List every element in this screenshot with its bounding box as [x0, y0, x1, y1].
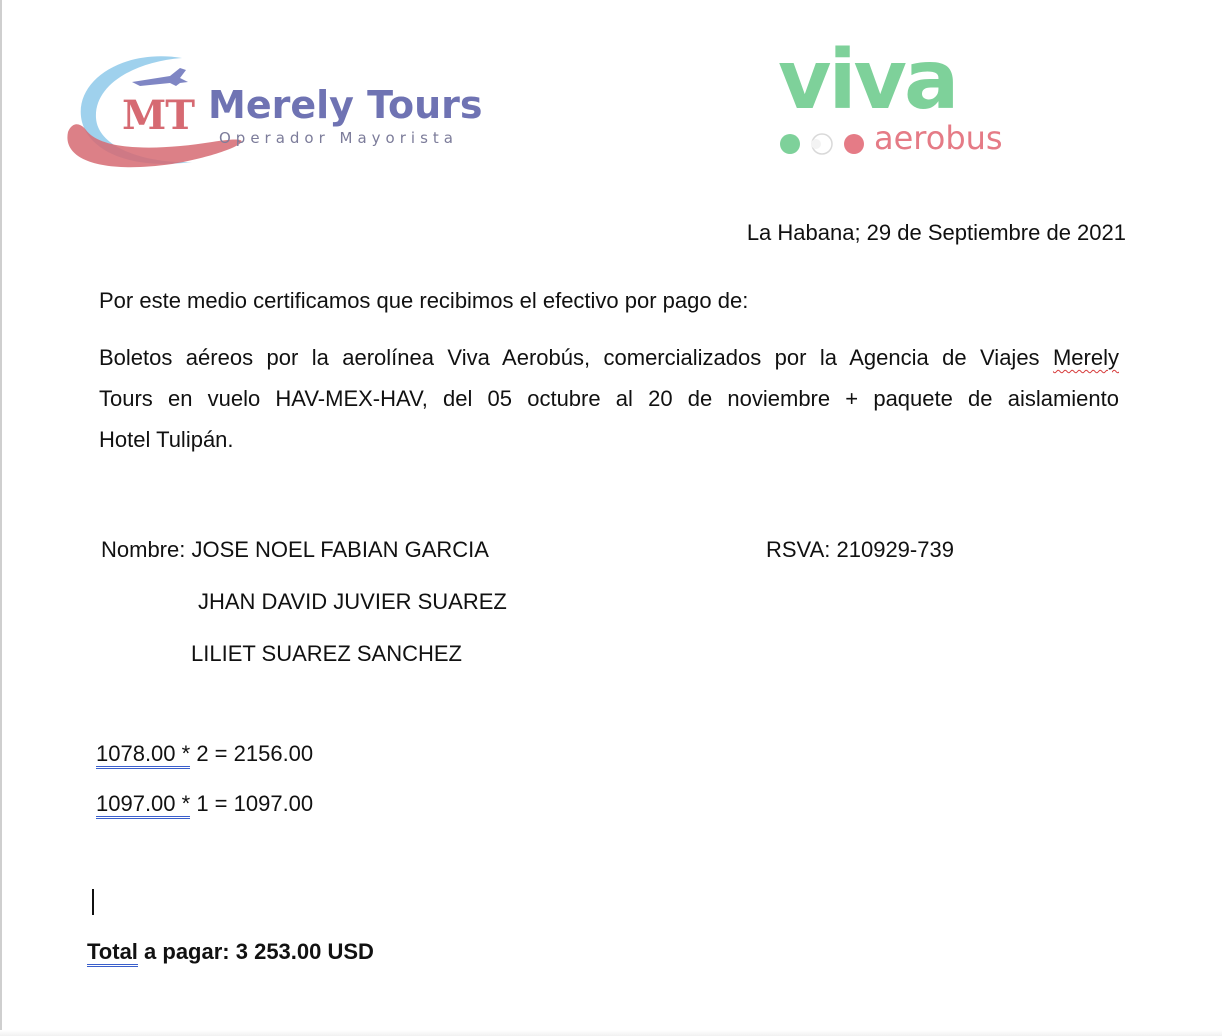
grammar-flagged-word[interactable]: Total: [87, 939, 138, 967]
calculation-result: 1 = 1097.00: [190, 791, 314, 816]
page-bottom-shadow: [0, 1030, 1222, 1036]
page-left-edge: [0, 0, 2, 1036]
spellcheck-flagged-word[interactable]: Merely: [1052, 345, 1119, 370]
intro-sentence: Por este medio certificamos que recibimos el efectivo por pago de:: [99, 288, 749, 313]
passenger-name-1: Nombre: JOSE NOEL FABIAN GARCIA: [101, 537, 489, 562]
total-amount-text: a pagar: 3 253.00 USD: [137, 939, 374, 964]
text-cursor: [92, 889, 94, 915]
description-paragraph: [99, 337, 1119, 460]
grammar-flagged-text[interactable]: 1097.00 *: [96, 791, 190, 819]
aerobus-wordmark: aerobus: [874, 119, 1003, 157]
document-date: La Habana; 29 de Septiembre de 2021: [746, 220, 1126, 245]
price-calculation-1: [96, 743, 313, 765]
grammar-flagged-text[interactable]: 1078.00 *: [96, 741, 190, 769]
merely-tours-logo: [62, 52, 482, 172]
viva-wordmark: viva: [778, 33, 957, 128]
passenger-name-3: LILIET SUAREZ SANCHEZ: [191, 641, 462, 666]
merely-monogram: MT: [122, 92, 195, 139]
paragraph-line-2: Tours en vuelo HAV-MEX-HAV, del 05 octubre al 20 de noviembre + paquete de aislamiento: [99, 386, 1119, 411]
paragraph-line-3: Hotel Tulipán.: [99, 427, 234, 452]
paragraph-line-1: [99, 337, 1119, 378]
merely-brand-subtitle: Operador Mayorista: [219, 129, 458, 147]
total-amount: [87, 941, 374, 963]
reservation-code: RSVA: 210929-739: [766, 537, 954, 562]
passenger-name-2: JHAN DAVID JUVIER SUAREZ: [198, 589, 507, 614]
calculation-result: 2 = 2156.00: [190, 741, 314, 766]
viva-aerobus-logo: [778, 33, 1040, 168]
viva-dots-icon: [778, 133, 870, 157]
paragraph-line-1-text: Boletos aéreos por la aerolínea Viva Aerobús, comercializados por la Agencia de Viajes: [99, 345, 1053, 370]
merely-brand-name: Merely Tours: [208, 83, 483, 127]
price-calculation-2: [96, 793, 313, 815]
